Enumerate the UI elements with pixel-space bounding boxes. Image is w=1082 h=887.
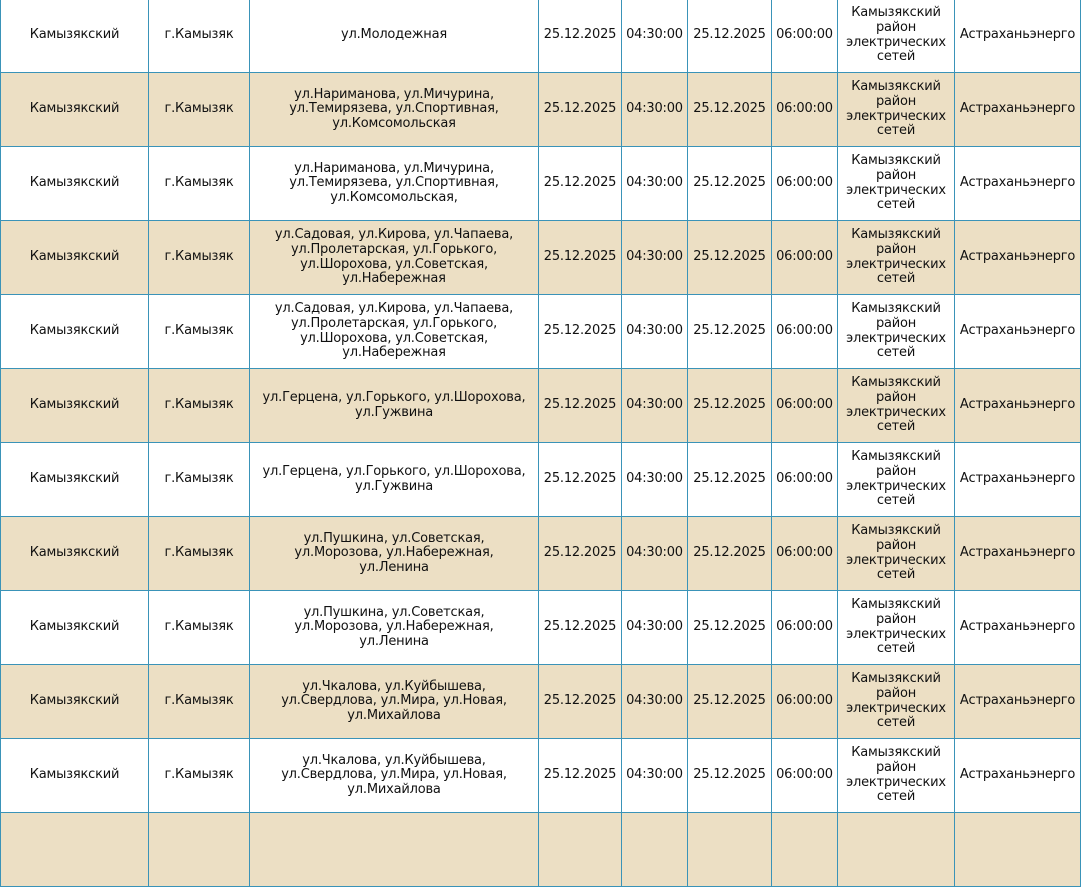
end-time-cell: 06:00:00 — [772, 221, 838, 295]
district-cell: Камызякский — [1, 665, 149, 739]
end-date-cell: 25.12.2025 — [688, 73, 772, 147]
network-unit-cell: Камызякский район электрических сетей — [838, 0, 955, 73]
district-cell: Камызякский — [1, 739, 149, 813]
start-time-cell: 04:30:00 — [622, 443, 688, 517]
locality-cell: г.Камызяк — [149, 517, 250, 591]
company-cell: Астраханьэнерго — [955, 221, 1081, 295]
end-date-cell: 25.12.2025 — [688, 443, 772, 517]
start-date-cell: 25.12.2025 — [539, 73, 622, 147]
end-date-cell: 25.12.2025 — [688, 665, 772, 739]
start-date-cell: 25.12.2025 — [539, 591, 622, 665]
locality-cell: г.Камызяк — [149, 665, 250, 739]
end-date-cell: 25.12.2025 — [688, 147, 772, 221]
end-date-cell: 25.12.2025 — [688, 739, 772, 813]
end-date-cell: 25.12.2025 — [688, 517, 772, 591]
company-cell: Астраханьэнерго — [955, 73, 1081, 147]
locality-cell: г.Камызяк — [149, 369, 250, 443]
company-cell: Астраханьэнерго — [955, 665, 1081, 739]
start-date-cell: 25.12.2025 — [539, 295, 622, 369]
table-row — [1, 369, 1081, 443]
district-cell: Камызякский — [1, 73, 149, 147]
empty-cell — [149, 813, 250, 887]
district-cell: Камызякский — [1, 147, 149, 221]
network-unit-cell: Камызякский район электрических сетей — [838, 147, 955, 221]
streets-cell: ул.Пушкина, ул.Советская, ул.Морозова, ул.Набережная, ул.Ленина — [250, 517, 539, 591]
empty-cell — [539, 813, 622, 887]
locality-cell: г.Камызяк — [149, 73, 250, 147]
table-row — [1, 147, 1081, 221]
streets-cell: ул.Нариманова, ул.Мичурина, ул.Темирязева, ул.Спортивная, ул.Комсомольская — [250, 73, 539, 147]
district-cell: Камызякский — [1, 369, 149, 443]
empty-cell — [688, 813, 772, 887]
table-row — [1, 739, 1081, 813]
streets-cell: ул.Молодежная — [250, 0, 539, 73]
start-time-cell: 04:30:00 — [622, 739, 688, 813]
start-date-cell: 25.12.2025 — [539, 221, 622, 295]
start-time-cell: 04:30:00 — [622, 369, 688, 443]
company-cell: Астраханьэнерго — [955, 0, 1081, 73]
end-time-cell: 06:00:00 — [772, 369, 838, 443]
table-row — [1, 295, 1081, 369]
company-cell: Астраханьэнерго — [955, 443, 1081, 517]
start-time-cell: 04:30:00 — [622, 665, 688, 739]
table-row-partial — [1, 813, 1081, 887]
empty-cell — [772, 813, 838, 887]
district-cell: Камызякский — [1, 221, 149, 295]
streets-cell: ул.Садовая, ул.Кирова, ул.Чапаева, ул.Пролетарская, ул.Горького, ул.Шорохова, ул.Советская, ул.Набережная — [250, 295, 539, 369]
district-cell: Камызякский — [1, 591, 149, 665]
end-date-cell: 25.12.2025 — [688, 369, 772, 443]
company-cell: Астраханьэнерго — [955, 517, 1081, 591]
end-date-cell: 25.12.2025 — [688, 295, 772, 369]
start-date-cell: 25.12.2025 — [539, 0, 622, 73]
streets-cell: ул.Чкалова, ул.Куйбышева, ул.Свердлова, ул.Мира, ул.Новая, ул.Михайлова — [250, 739, 539, 813]
start-time-cell: 04:30:00 — [622, 147, 688, 221]
streets-cell: ул.Садовая, ул.Кирова, ул.Чапаева, ул.Пролетарская, ул.Горького, ул.Шорохова, ул.Советская, ул.Набережная — [250, 221, 539, 295]
start-date-cell: 25.12.2025 — [539, 369, 622, 443]
start-date-cell: 25.12.2025 — [539, 443, 622, 517]
empty-cell — [1, 813, 149, 887]
streets-cell: ул.Герцена, ул.Горького, ул.Шорохова, ул.Гужвина — [250, 369, 539, 443]
locality-cell: г.Камызяк — [149, 147, 250, 221]
end-time-cell: 06:00:00 — [772, 147, 838, 221]
end-time-cell: 06:00:00 — [772, 0, 838, 73]
end-time-cell: 06:00:00 — [772, 739, 838, 813]
empty-cell — [250, 813, 539, 887]
end-date-cell: 25.12.2025 — [688, 0, 772, 73]
start-date-cell: 25.12.2025 — [539, 665, 622, 739]
locality-cell: г.Камызяк — [149, 739, 250, 813]
locality-cell: г.Камызяк — [149, 591, 250, 665]
network-unit-cell: Камызякский район электрических сетей — [838, 73, 955, 147]
end-time-cell: 06:00:00 — [772, 591, 838, 665]
network-unit-cell: Камызякский район электрических сетей — [838, 221, 955, 295]
district-cell: Камызякский — [1, 517, 149, 591]
table-row — [1, 443, 1081, 517]
start-date-cell: 25.12.2025 — [539, 517, 622, 591]
start-time-cell: 04:30:00 — [622, 517, 688, 591]
company-cell: Астраханьэнерго — [955, 147, 1081, 221]
start-time-cell: 04:30:00 — [622, 221, 688, 295]
start-time-cell: 04:30:00 — [622, 591, 688, 665]
table-row — [1, 517, 1081, 591]
company-cell: Астраханьэнерго — [955, 591, 1081, 665]
locality-cell: г.Камызяк — [149, 221, 250, 295]
start-time-cell: 04:30:00 — [622, 0, 688, 73]
network-unit-cell: Камызякский район электрических сетей — [838, 591, 955, 665]
network-unit-cell: Камызякский район электрических сетей — [838, 739, 955, 813]
network-unit-cell: Камызякский район электрических сетей — [838, 517, 955, 591]
company-cell: Астраханьэнерго — [955, 295, 1081, 369]
start-date-cell: 25.12.2025 — [539, 147, 622, 221]
end-time-cell: 06:00:00 — [772, 443, 838, 517]
company-cell: Астраханьэнерго — [955, 369, 1081, 443]
start-time-cell: 04:30:00 — [622, 73, 688, 147]
empty-cell — [622, 813, 688, 887]
end-time-cell: 06:00:00 — [772, 665, 838, 739]
table-row — [1, 665, 1081, 739]
network-unit-cell: Камызякский район электрических сетей — [838, 665, 955, 739]
district-cell: Камызякский — [1, 443, 149, 517]
empty-cell — [838, 813, 955, 887]
start-time-cell: 04:30:00 — [622, 295, 688, 369]
table-row — [1, 73, 1081, 147]
end-time-cell: 06:00:00 — [772, 73, 838, 147]
streets-cell: ул.Чкалова, ул.Куйбышева, ул.Свердлова, ул.Мира, ул.Новая, ул.Михайлова — [250, 665, 539, 739]
streets-cell: ул.Герцена, ул.Горького, ул.Шорохова, ул.Гужвина — [250, 443, 539, 517]
end-date-cell: 25.12.2025 — [688, 221, 772, 295]
district-cell: Камызякский — [1, 0, 149, 73]
company-cell: Астраханьэнерго — [955, 739, 1081, 813]
table-row — [1, 0, 1081, 73]
table-row — [1, 221, 1081, 295]
district-cell: Камызякский — [1, 295, 149, 369]
table-body — [1, 0, 1081, 887]
empty-cell — [955, 813, 1081, 887]
table-row — [1, 591, 1081, 665]
network-unit-cell: Камызякский район электрических сетей — [838, 443, 955, 517]
streets-cell: ул.Нариманова, ул.Мичурина, ул.Темирязева, ул.Спортивная, ул.Комсомольская, — [250, 147, 539, 221]
end-time-cell: 06:00:00 — [772, 517, 838, 591]
end-date-cell: 25.12.2025 — [688, 591, 772, 665]
locality-cell: г.Камызяк — [149, 443, 250, 517]
network-unit-cell: Камызякский район электрических сетей — [838, 295, 955, 369]
locality-cell: г.Камызяк — [149, 295, 250, 369]
end-time-cell: 06:00:00 — [772, 295, 838, 369]
network-unit-cell: Камызякский район электрических сетей — [838, 369, 955, 443]
start-date-cell: 25.12.2025 — [539, 739, 622, 813]
streets-cell: ул.Пушкина, ул.Советская, ул.Морозова, ул.Набережная, ул.Ленина — [250, 591, 539, 665]
locality-cell: г.Камызяк — [149, 0, 250, 73]
